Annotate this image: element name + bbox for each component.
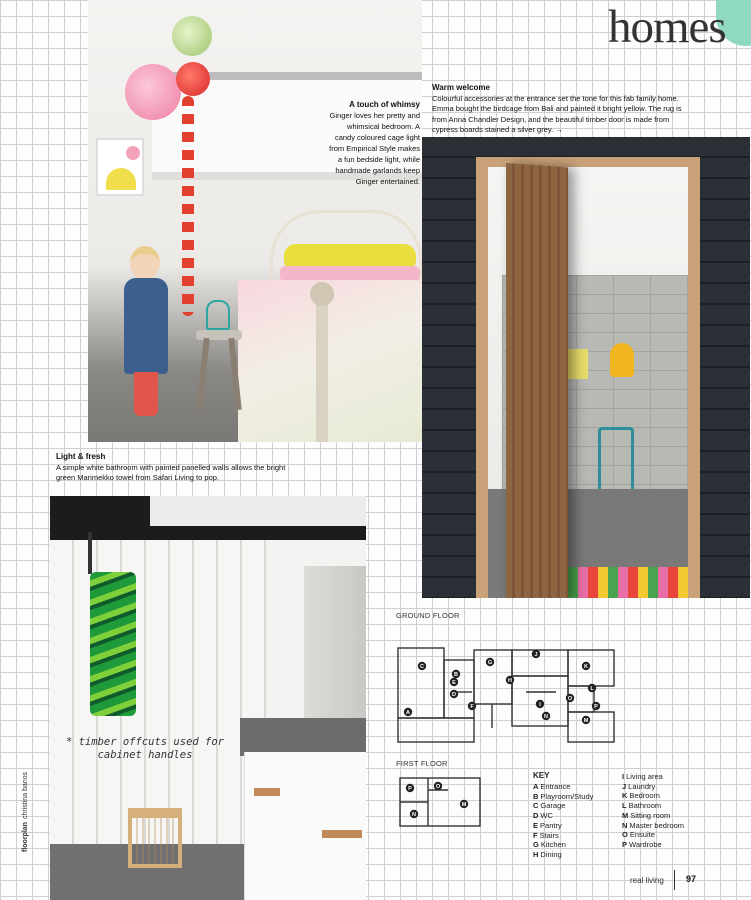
ground-floor-label: GROUND FLOOR (396, 611, 460, 620)
key-item-p (622, 840, 732, 850)
key-item-l (622, 801, 732, 811)
plan-marker-label: D (452, 692, 456, 699)
key-item-h (533, 850, 633, 860)
credit-name: christina banos (22, 771, 29, 820)
key-title: KEY (533, 771, 550, 780)
photo-entrance (422, 137, 750, 598)
key-letter: I (622, 772, 625, 781)
key-label: Living area (626, 772, 663, 781)
caption-welcome-title: Warm welcome (432, 83, 490, 92)
plan-room-bedroom-2 (568, 712, 614, 742)
yellow-artwork (566, 349, 588, 379)
footer-divider (674, 870, 675, 890)
key-label: Dining (540, 849, 562, 859)
key-letter: N (622, 820, 628, 830)
teal-chair (598, 427, 634, 489)
bedpost (316, 290, 328, 442)
key-letter: G (533, 840, 539, 850)
key-item-e (533, 821, 633, 831)
plan-marker-label: N (412, 812, 416, 819)
plan-marker-label: P (594, 704, 598, 711)
key-item-n (622, 821, 732, 831)
key-item-o (622, 830, 732, 840)
plan-room-bedroom-1 (568, 650, 614, 686)
white-vanity (244, 752, 366, 900)
caption-whimsy-title: A touch of whimsy (349, 100, 420, 109)
key-letter: H (533, 849, 539, 859)
girl-dress (124, 278, 168, 374)
girl-legs (134, 372, 158, 416)
key-item-m (622, 811, 732, 821)
yellow-birdcage (610, 343, 634, 377)
key-letter: E (533, 820, 539, 830)
pink-paper-lantern (125, 64, 181, 120)
key-item-i (622, 772, 732, 782)
plan-marker-label: B (454, 672, 458, 679)
ground-floor-markers (404, 650, 600, 724)
key-label: Playroom/Study (540, 791, 594, 801)
plan-marker-label: L (590, 686, 594, 693)
key-column-left (533, 782, 633, 860)
cage-light (206, 300, 230, 330)
key-item-b (533, 792, 633, 802)
handwritten-annotation: * timber offcuts used for cabinet handles (65, 736, 225, 761)
photo-bathroom (50, 496, 366, 900)
caption-fresh (56, 452, 306, 484)
photo-kids-bedroom (88, 0, 422, 442)
key-label: Entrance (540, 782, 571, 791)
red-paper-lantern (176, 62, 210, 96)
section-title: homes (608, 1, 726, 53)
caption-whimsy (326, 99, 420, 187)
plan-room-garage (398, 648, 444, 718)
key-letter: L (622, 801, 627, 811)
caption-fresh-title: Light & fresh (56, 452, 106, 461)
footer-brand: real living (630, 876, 664, 885)
towel-hook (88, 532, 92, 574)
key-label: Master bedroom (629, 820, 685, 830)
timber-handle (322, 830, 362, 838)
plan-marker-label: H (508, 678, 512, 685)
plan-marker-label: O (435, 784, 441, 791)
key-letter: M (622, 810, 629, 820)
caption-whimsy-body: Ginger loves her pretty and whimsical bedroom. A candy coloured cage light from Empirical Style makes a fun bedside light, while handmade garlands keep Ginger entertained. (329, 111, 420, 186)
green-paper-lantern (172, 16, 212, 56)
first-floor-plan (398, 776, 482, 828)
key-label: Garage (540, 801, 566, 811)
key-label: Laundry (628, 781, 656, 791)
plan-marker-label: A (406, 710, 410, 717)
key-item-f (533, 831, 633, 841)
key-letter: K (622, 791, 628, 801)
plan-marker-label: I (539, 702, 541, 709)
key-label: Pantry (540, 820, 562, 830)
plan-marker-label: F (470, 704, 474, 711)
caption-welcome (432, 83, 696, 136)
key-item-g (533, 840, 633, 850)
floorplan-credit (22, 772, 29, 852)
framed-artwork (96, 138, 144, 196)
first-floor-markers (406, 782, 468, 818)
key-item-c (533, 801, 633, 811)
plan-marker-label: J (534, 652, 538, 659)
ceiling (150, 496, 366, 526)
caption-welcome-body: Colourful accessories at the entrance set the tone for this fab family home. Emma bought the birdcage from Bali and painted it bright yellow. The rug is from Anna Chandler Design, and the beautiful timber door is made from cypress boards stained a silver grey. → (432, 93, 682, 134)
key-label: Ensuite (629, 830, 655, 840)
first-floor-label: FIRST FLOOR (396, 759, 448, 768)
key-letter: D (533, 811, 539, 821)
girl-head (130, 246, 160, 280)
felt-ball-garland (182, 96, 194, 316)
plan-marker-label: G (487, 660, 493, 667)
key-letter: O (622, 830, 628, 840)
plan-marker-label: E (452, 680, 456, 687)
page-number: 97 (686, 874, 697, 884)
key-label: Bathroom (628, 801, 662, 811)
plan-marker-label: P (408, 786, 412, 793)
bedpost-knob (310, 282, 334, 306)
credit-label: floorplan (22, 822, 29, 852)
plan-marker-label: N (544, 714, 548, 721)
key-letter: C (533, 801, 539, 811)
key-item-d (533, 811, 633, 821)
key-letter: P (622, 839, 628, 849)
plan-marker-label: M (583, 718, 589, 725)
key-item-a (533, 782, 633, 792)
key-letter: A (533, 782, 539, 791)
plan-room-kitchen (474, 650, 512, 704)
caption-fresh-body: A simple white bathroom with painted panelled walls allows the bright green Marimekko towel from Safari Living to pop. (56, 462, 286, 482)
key-letter: J (622, 781, 627, 791)
key-label: WC (540, 811, 553, 821)
key-letter: B (533, 791, 539, 801)
concrete-basin (240, 718, 366, 756)
plan-marker-label: K (584, 664, 588, 671)
plan-room-entry (398, 718, 474, 742)
ground-floor-plan (396, 632, 618, 744)
plan-marker-label: C (420, 664, 424, 671)
key-label: Stairs (539, 830, 559, 840)
timber-door (506, 163, 568, 598)
key-label: Wardrobe (629, 839, 662, 849)
key-label: Sitting room (630, 810, 671, 820)
key-label: Kitchen (540, 840, 566, 850)
key-label: Bedroom (629, 791, 660, 801)
floral-bedspread (238, 280, 422, 442)
wooden-stool (128, 808, 182, 868)
key-column-right (622, 772, 732, 850)
timber-handle (254, 788, 280, 796)
key-item-k (622, 791, 732, 801)
green-marimekko-towel (90, 572, 136, 716)
plan-marker-label: M (461, 802, 467, 809)
stool-leg (196, 338, 209, 410)
key-letter: F (533, 830, 538, 840)
plan-marker-label: O (567, 696, 573, 703)
key-item-j (622, 782, 732, 792)
colourful-rug (548, 567, 688, 598)
